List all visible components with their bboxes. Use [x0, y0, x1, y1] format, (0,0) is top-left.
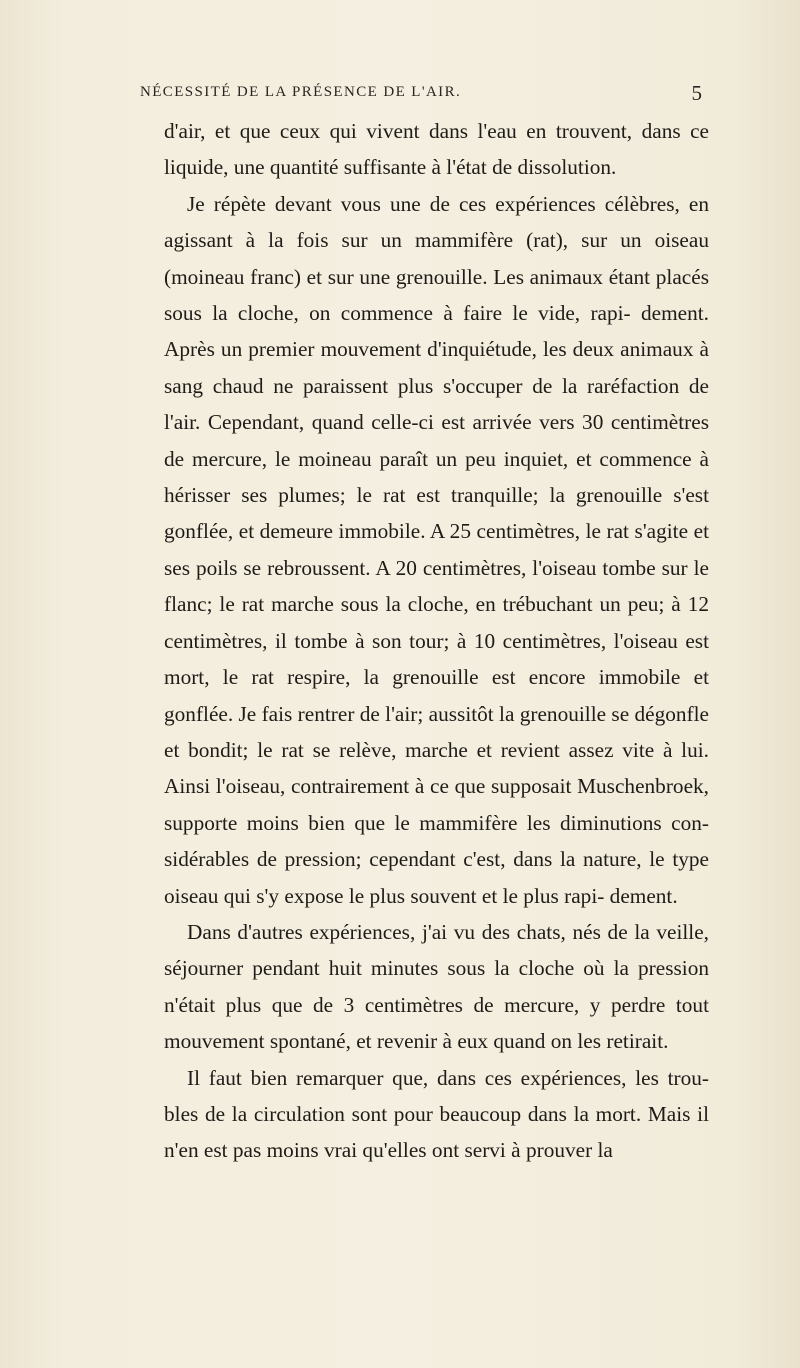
- running-title: NÉCESSITÉ DE LA PRÉSENCE DE L'AIR.: [140, 84, 462, 100]
- page-number: 5: [691, 81, 702, 105]
- body-text: [164, 113, 709, 1169]
- paragraph-circulation: Il faut bien remarquer que, dans ces expériences, les trou- bles de la circulation sont pour beaucoup dans la mort. Mais il n'en est pas moins vrai qu'elles ont servi à prouver la: [164, 1065, 709, 1163]
- paragraph-continuation: d'air, et que ceux qui vivent dans l'eau en trouvent, dans ce liquide, une quantité suffisante à l'état de dissolution.: [164, 119, 709, 180]
- paragraph-experiment: Je répète devant vous une de ces expériences célèbres, en agissant à la fois sur un mammifère (rat), sur un oiseau (moineau franc) et sur une grenouille. Les animaux étant placés sous la cloche, on commence à faire le vide, rapi- dement. Après un premier mouvement d'inquiétude, les deux animaux à sang chaud ne paraissent plus s'occuper de la raréfaction de l'air. Cependant, quand celle-ci est arrivée vers 30 centimètres de mercure, le moineau paraît un peu inquiet, et commence à hérisser ses plumes; le rat est tranquille; la grenouille s'est gonflée, et demeure immobile. A 25 centimètres, le rat s'agite et ses poils se rebroussent. A 20 centimètres, l'oiseau tombe sur le flanc; le rat marche sous la cloche, en trébuchant un peu; à 12 centimètres, il tombe à son tour; à 10 centimètres, l'oiseau est mort, le rat respire, la grenouille est encore immobile et gonflée. Je fais rentrer de l'air; aussitôt la grenouille se dégonfle et bondit; le rat se relève, marche et revient assez vite à lui. Ainsi l'oiseau, contrairement à ce que supposait Muschenbroek, supporte moins bien que le mammifère les diminutions con- sidérables de pression; cependant c'est, dans la nature, le type oiseau qui s'y expose le plus souvent et le plus rapi- dement.: [164, 191, 709, 908]
- paragraph-cats: Dans d'autres expériences, j'ai vu des chats, nés de la veille, séjourner pendant huit minutes sous la cloche où la pression n'était plus que de 3 centimètres de mercure, y perdre tout mouvement spontané, et revenir à eux quand on les retirait.: [164, 919, 709, 1054]
- running-header: [100, 81, 702, 110]
